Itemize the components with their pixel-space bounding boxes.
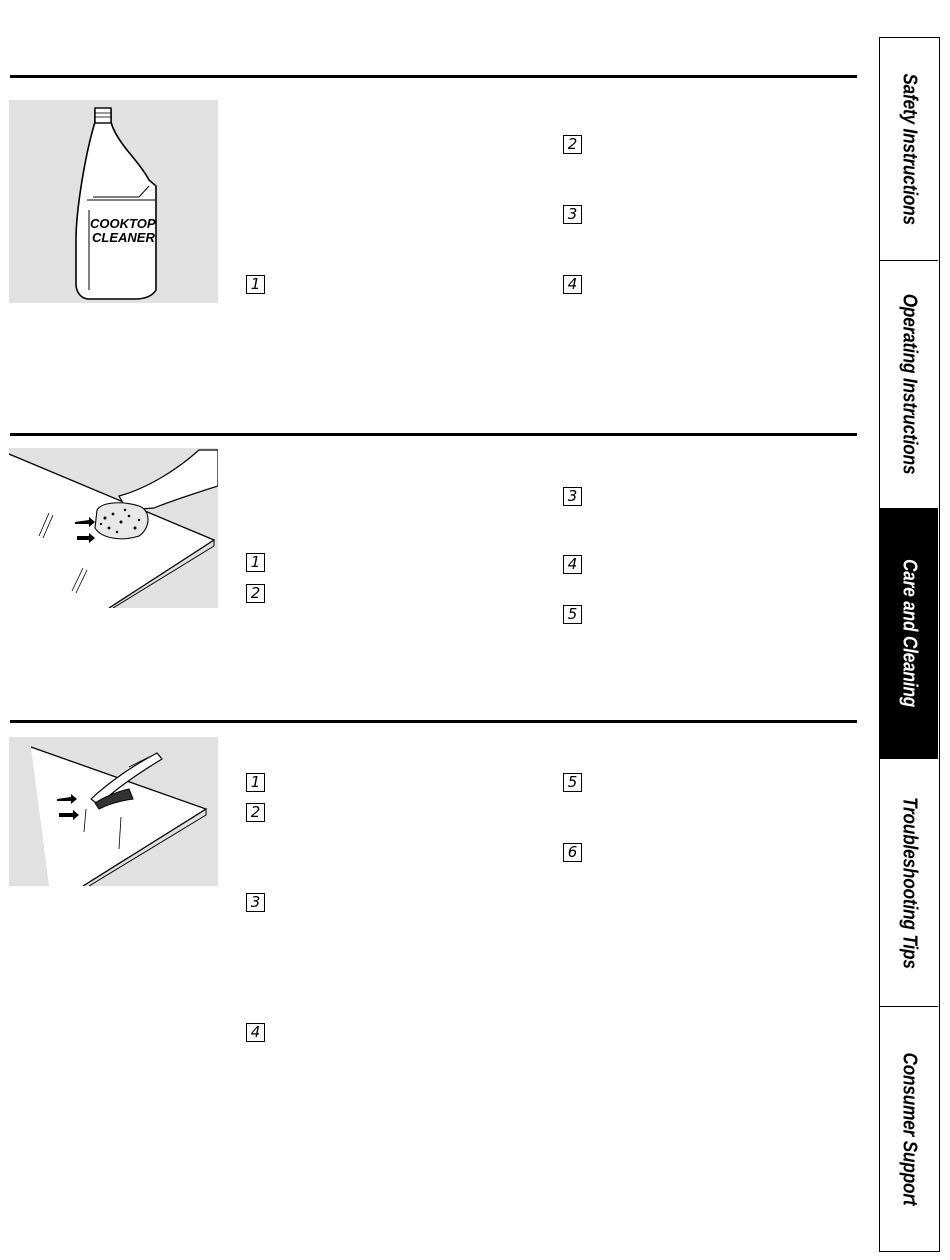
wiping-cooktop-illustration bbox=[9, 448, 218, 608]
tab-operating-instructions[interactable] bbox=[880, 260, 938, 508]
step-number: 3 bbox=[246, 893, 265, 912]
tab-label: Operating Instructions bbox=[898, 294, 921, 475]
tab-label: Safety Instructions bbox=[898, 73, 921, 225]
step-number: 1 bbox=[246, 553, 265, 572]
step-number: 5 bbox=[563, 605, 582, 624]
tab-label: Consumer Support bbox=[898, 1051, 921, 1205]
step-number: 6 bbox=[563, 843, 582, 862]
step-number: 2 bbox=[246, 584, 265, 603]
scraper-cooktop-illustration bbox=[9, 737, 218, 886]
step-number: 2 bbox=[563, 135, 582, 154]
step-number: 3 bbox=[563, 487, 582, 506]
section-divider bbox=[10, 720, 857, 723]
section-divider bbox=[10, 75, 857, 78]
step-number: 4 bbox=[563, 275, 582, 294]
tab-consumer-support[interactable] bbox=[880, 1006, 938, 1250]
tab-label: Troubleshooting Tips bbox=[898, 796, 921, 969]
section-divider bbox=[10, 433, 857, 436]
step-number: 2 bbox=[246, 803, 265, 822]
cooktop-cleaner-bottle-illustration bbox=[9, 100, 218, 303]
side-tab-nav bbox=[879, 37, 940, 1252]
step-number: 4 bbox=[563, 555, 582, 574]
tab-safety-instructions[interactable] bbox=[880, 38, 938, 260]
step-number: 3 bbox=[563, 205, 582, 224]
step-number: 5 bbox=[563, 773, 582, 792]
step-number: 1 bbox=[246, 773, 265, 792]
step-number: 4 bbox=[246, 1023, 265, 1042]
bottle-label-line2: CLEANER bbox=[92, 230, 155, 245]
tab-care-and-cleaning[interactable] bbox=[880, 508, 938, 758]
tab-troubleshooting-tips[interactable] bbox=[880, 758, 938, 1006]
step-number: 1 bbox=[246, 275, 265, 294]
tab-label: Care and Cleaning bbox=[898, 559, 921, 708]
bottle-label-line1: COOKTOP bbox=[90, 216, 156, 231]
